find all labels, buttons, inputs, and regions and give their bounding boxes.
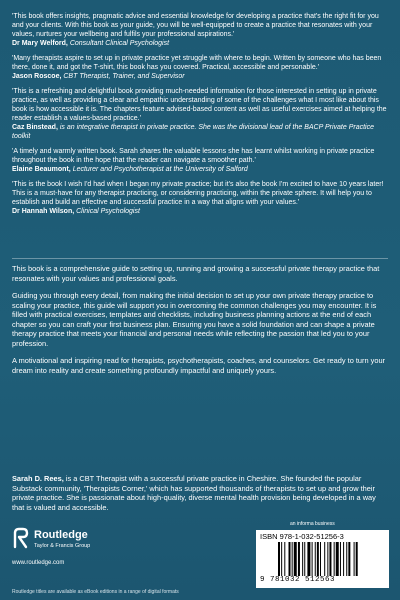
author-bio bbox=[12, 474, 390, 512]
description-paragraph: This book is a comprehensive guide to setting up, running and growing a successful private therapy practice that resonates with your values and professional goals. bbox=[12, 264, 380, 283]
description-paragraph: Guiding you through every detail, from making the initial decision to set up your own private therapy practice to scaling your practice, this guide will support you in overcoming the common challenges you may encounter. It is filled with practical exercises, templates and checklists, including business planning actions at the end of each chapter so you can craft your first business plan. Ensuring you have a solid foundation and can shape a private therapy practice that meets your financial and personal needs while reflecting the passion that led you to your profession. bbox=[12, 291, 377, 348]
quote-author: Jason Roscoe, bbox=[12, 73, 62, 80]
endorsement-4 bbox=[12, 147, 390, 174]
quote-attribution bbox=[12, 72, 390, 81]
endorsement-3 bbox=[12, 87, 390, 141]
section-divider bbox=[12, 258, 388, 259]
routledge-logo-icon bbox=[12, 527, 30, 549]
publisher-subtitle: Taylor & Francis Group bbox=[34, 543, 91, 549]
isbn-label: ISBN 978-1-032-51256-3 bbox=[260, 532, 344, 541]
quote-role: Clinical Psychologist bbox=[76, 208, 140, 215]
imprint-note: an informa business bbox=[290, 521, 335, 527]
quote-attribution bbox=[12, 39, 390, 48]
barcode-digits: 9 781032 512563 bbox=[260, 576, 336, 584]
quote-author: Elaine Beaumont, bbox=[12, 166, 71, 173]
description-paragraph: A motivational and inspiring read for therapists, psychotherapists, coaches, and counselors. Get ready to turn your dream into reality and create something profoundly impactful and uniquely yours. bbox=[12, 356, 386, 375]
publisher-website: www.routledge.com bbox=[12, 560, 65, 566]
quote-attribution bbox=[12, 123, 390, 141]
endorsements bbox=[12, 12, 390, 222]
quote-text: 'Many therapists aspire to set up in private practice yet struggle with where to begin. Written by someone who has been there, done it, and got the T-shirt, this book has you covered. Practical, accessible and personable.' bbox=[12, 55, 382, 71]
quote-role: is an integrative therapist in private practice. She was the divisional lead of the BACP Private Practice toolkit bbox=[12, 124, 374, 140]
publisher-logo bbox=[12, 527, 152, 563]
endorsement-1 bbox=[12, 12, 390, 48]
publisher-name: Routledge bbox=[34, 529, 88, 541]
quote-role: Lecturer and Psychotherapist at the University of Salford bbox=[72, 166, 248, 173]
ebook-note: Routledge titles are available as eBook editions in a range of digital formats bbox=[12, 589, 179, 595]
quote-text: 'This is a refreshing and delightful book providing much-needed information for those interested in setting up in private practice, as well as providing a clear and empathic understanding of some of the challenges what I most like about this book is how accessible it is. The chapters feature advised-based content as well as useful exercises aimed at helping the reader establish a values-based practice.' bbox=[12, 88, 387, 122]
author-name: Sarah D. Rees, bbox=[12, 474, 64, 483]
endorsement-5 bbox=[12, 180, 390, 216]
quote-attribution bbox=[12, 165, 390, 174]
quote-author: Caz Binstead, bbox=[12, 124, 58, 131]
quote-text: 'This book offers insights, pragmatic advice and essential knowledge for developing a practice that's the right fit for you and your clients. With this book as your guide, you will be well-equipped to create a practice that resonates with your values, nurtures your wellbeing and fulfils your professional aspirations.' bbox=[12, 13, 379, 38]
quote-role: CBT Therapist, Trainer, and Supervisor bbox=[63, 73, 185, 80]
book-description bbox=[12, 264, 390, 383]
quote-attribution bbox=[12, 207, 390, 216]
endorsement-2 bbox=[12, 54, 390, 81]
isbn-barcode bbox=[256, 530, 389, 588]
quote-text: 'A timely and warmly written book. Sarah shares the valuable lessons she has learnt whilst working in private practice throughout the book in the hope that the reader can navigate a smoother path.' bbox=[12, 148, 375, 164]
quote-author: Dr Mary Welford, bbox=[12, 40, 68, 47]
quote-author: Dr Hannah Wilson, bbox=[12, 208, 75, 215]
quote-role: Consultant Clinical Psychologist bbox=[69, 40, 170, 47]
barcode-icon bbox=[278, 542, 386, 576]
author-bio-text: is a CBT Therapist with a successful private practice in Cheshire. She founded the popular Substack community, 'Therapists Corner,' which has supported thousands of therapists to set up and grow their private practice. She is passionate about high-quality, diverse mental health provision being developed in a way that is valued and accessible. bbox=[12, 474, 376, 512]
quote-text: 'This is the book I wish I'd had when I began my private practice; but it's also the book I'm excited to have 10 years later! This is a must-have for any therapist practicing, or considering practicing, within the private sphere. It will help you to establish and build an effective and successful practice in a way that aligns with your values.' bbox=[12, 181, 384, 206]
